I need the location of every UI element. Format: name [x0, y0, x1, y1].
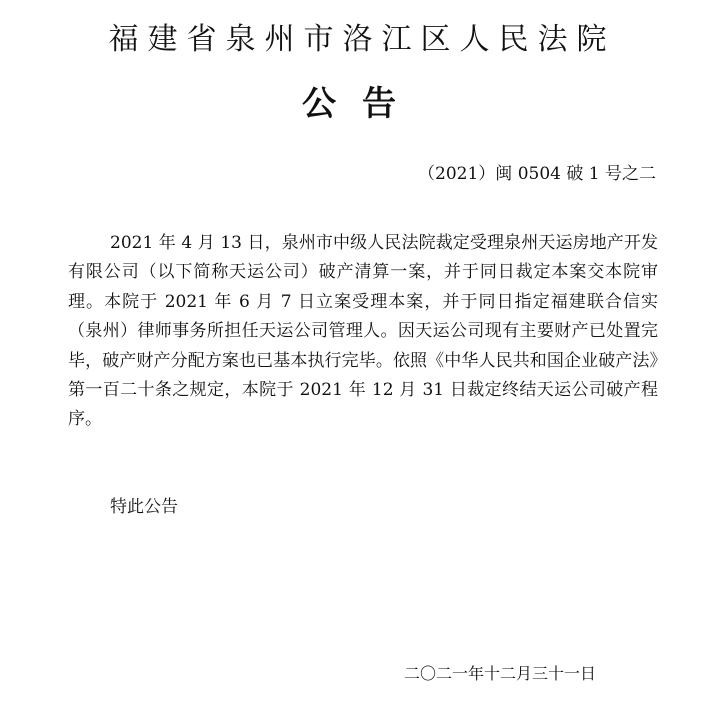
notice-body-paragraph: 2021 年 4 月 13 日，泉州市中级人民法院裁定受理泉州天运房地产开发有限公司（以下简称天运公司）破产清算一案，并于同日裁定本案交本院审理。本院于 2021 年 6 月 7 日立案受理本案，并于同日指定福建联合信实（泉州）律师事务所担任天运公司管理人。因天运公司现有主要财产已处置完毕，破产财产分配方案也已基本执行完毕。依照《中华人民共和国企业破产法》第一百二十条之规定，本院于 2021 年 12 月 31 日裁定终结天运公司破产程序。 — [68, 233, 658, 430]
notice-title: 公告 — [302, 84, 422, 124]
issue-date: 二〇二一年十二月三十一日 — [403, 664, 596, 683]
case-number: （2021）闽 0504 破 1 号之二 — [418, 164, 656, 184]
closing-statement: 特此公告 — [110, 497, 178, 517]
court-name: 福建省泉州市洛江区人民法院 — [108, 22, 616, 57]
